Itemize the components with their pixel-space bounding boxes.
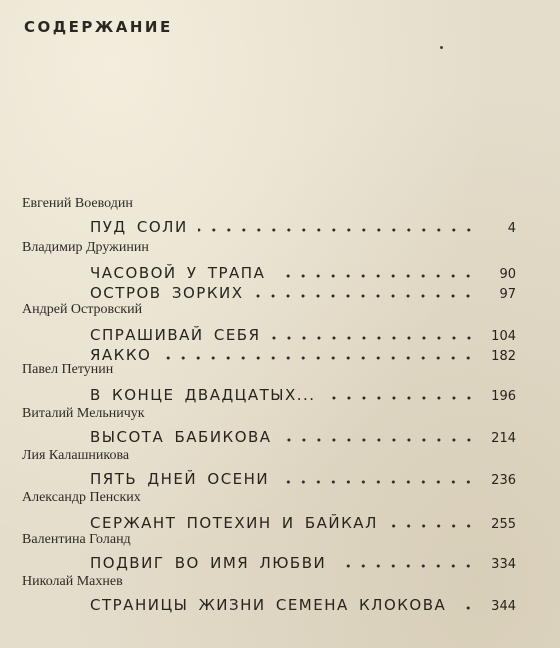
dot-leader <box>271 336 476 340</box>
toc-entry[interactable] <box>90 282 516 302</box>
author-name: Николай Махнев <box>22 574 123 589</box>
work-title: СЕРЖАНТ ПОТЕХИН И БАЙКАЛ <box>90 514 378 532</box>
work-title: ПУД СОЛИ <box>90 218 188 236</box>
page-number: 97 <box>499 287 516 302</box>
page-title: СОДЕРЖАНИЕ <box>24 18 173 36</box>
page-number: 214 <box>491 431 516 446</box>
work-title: ОСТРОВ ЗОРКИХ <box>90 284 244 302</box>
toc-entry[interactable] <box>90 216 516 236</box>
toc-entry[interactable] <box>90 344 516 364</box>
page-number: 236 <box>491 473 516 488</box>
toc-entry[interactable] <box>90 468 516 488</box>
dot-leader <box>326 396 476 400</box>
toc-entry[interactable] <box>90 594 516 614</box>
dot-leader <box>456 606 476 610</box>
toc-entry[interactable] <box>90 384 516 404</box>
work-title: СТРАНИЦЫ ЖИЗНИ СЕМЕНА КЛОКОВА <box>90 596 447 614</box>
dot-leader <box>282 438 476 442</box>
page-number: 4 <box>507 221 516 236</box>
page-number: 104 <box>491 329 516 344</box>
dot-leader <box>279 480 476 484</box>
dot-leader <box>336 564 476 568</box>
toc-entry[interactable] <box>90 324 516 344</box>
page-number: 255 <box>491 517 516 532</box>
author-name: Александр Пенских <box>22 490 141 505</box>
work-title: ЧАСОВОЙ У ТРАПА <box>90 264 266 282</box>
author-name: Валентина Голанд <box>22 532 131 547</box>
work-title: ПОДВИГ ВО ИМЯ ЛЮБВИ <box>90 554 327 572</box>
work-title: СПРАШИВАЙ СЕБЯ <box>90 326 261 344</box>
print-speck <box>440 46 443 49</box>
dot-leader <box>275 274 476 278</box>
toc-entry[interactable] <box>90 552 516 572</box>
work-title: ПЯТЬ ДНЕЙ ОСЕНИ <box>90 470 270 488</box>
work-title: ЯАККО <box>90 346 152 364</box>
dot-leader <box>388 524 476 528</box>
author-name: Евгений Воеводин <box>22 196 133 211</box>
author-name: Павел Петунин <box>22 362 114 377</box>
page-number: 334 <box>491 557 516 572</box>
page-number: 196 <box>491 389 516 404</box>
author-name: Лия Калашникова <box>22 448 130 463</box>
page-number: 182 <box>491 349 516 364</box>
dot-leader <box>161 356 476 360</box>
work-title: ВЫСОТА БАБИКОВА <box>90 428 272 446</box>
dot-leader <box>253 294 476 298</box>
work-title: В КОНЦЕ ДВАДЦАТЫХ... <box>90 386 316 404</box>
author-name: Виталий Мельничук <box>22 406 145 421</box>
toc-entry[interactable] <box>90 262 516 282</box>
page-number: 344 <box>491 599 516 614</box>
dot-leader <box>198 228 476 232</box>
author-name: Андрей Островский <box>22 302 143 317</box>
toc-entry[interactable] <box>90 512 516 532</box>
toc-entry[interactable] <box>90 426 516 446</box>
author-name: Владимир Дружинин <box>22 240 149 255</box>
page-number: 90 <box>499 267 516 282</box>
